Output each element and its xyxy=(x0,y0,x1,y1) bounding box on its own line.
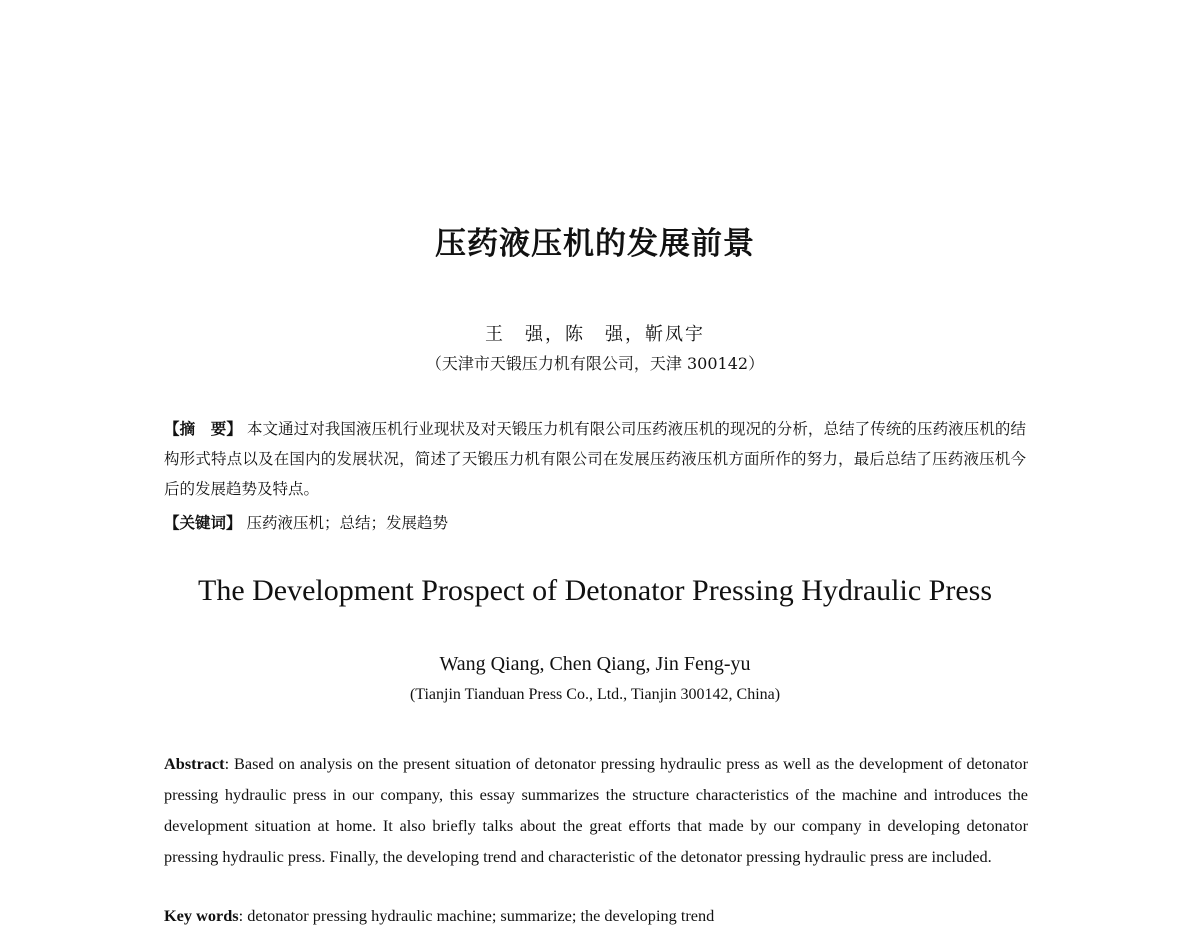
english-keywords-separator: : xyxy=(238,906,248,925)
english-keywords-text: detonator pressing hydraulic machine; summarize; the developing trend xyxy=(247,906,715,925)
chinese-authors: 王 强，陈 强，靳凤宇 xyxy=(485,324,705,345)
english-abstract-text: Based on analysis on the present situation of detonator pressing hydraulic press as well as the development of detonator pressing hydraulic press in our company, this essay summarizes the structure characteristics of the machine and introduces the development situation at home. It also briefly talks about the great efforts that made by our company in developing detonator pressing hydraulic press. Finally, the developing trend and characteristic of the detonator pressing hydraulic press are included. xyxy=(164,754,1028,866)
chinese-keywords-text: 压药液压机；总结；发展趋势 xyxy=(246,514,448,532)
chinese-keywords xyxy=(164,508,1026,538)
english-abstract xyxy=(164,748,1028,872)
english-abstract-label: Abstract xyxy=(164,754,225,773)
chinese-abstract-label: 【摘 要】 xyxy=(164,420,242,438)
chinese-title: 压药液压机的发展前景 xyxy=(435,226,755,262)
chinese-keywords-label: 【关键词】 xyxy=(164,514,242,532)
english-title: The Development Prospect of Detonator Pressing Hydraulic Press xyxy=(198,574,992,607)
chinese-abstract-text: 本文通过对我国液压机行业现状及对天锻压力机有限公司压药液压机的现况的分析，总结了传统的压药液压机的结构形式特点以及在国内的发展状况，简述了天锻压力机有限公司在发展压药液压机方面所作的努力，最后总结了压药液压机今后的发展趋势及特点。 xyxy=(164,420,1026,498)
chinese-abstract xyxy=(164,414,1026,504)
english-authors: Wang Qiang, Chen Qiang, Jin Feng-yu xyxy=(439,653,751,675)
english-keywords-label: Key words xyxy=(164,906,239,925)
english-keywords xyxy=(164,900,1028,931)
english-affiliation: (Tianjin Tianduan Press Co., Ltd., Tianjin 300142, China) xyxy=(409,686,781,703)
chinese-affiliation: （天津市天锻压力机有限公司，天津 300142） xyxy=(425,354,765,373)
english-abstract-separator: : xyxy=(224,754,234,773)
